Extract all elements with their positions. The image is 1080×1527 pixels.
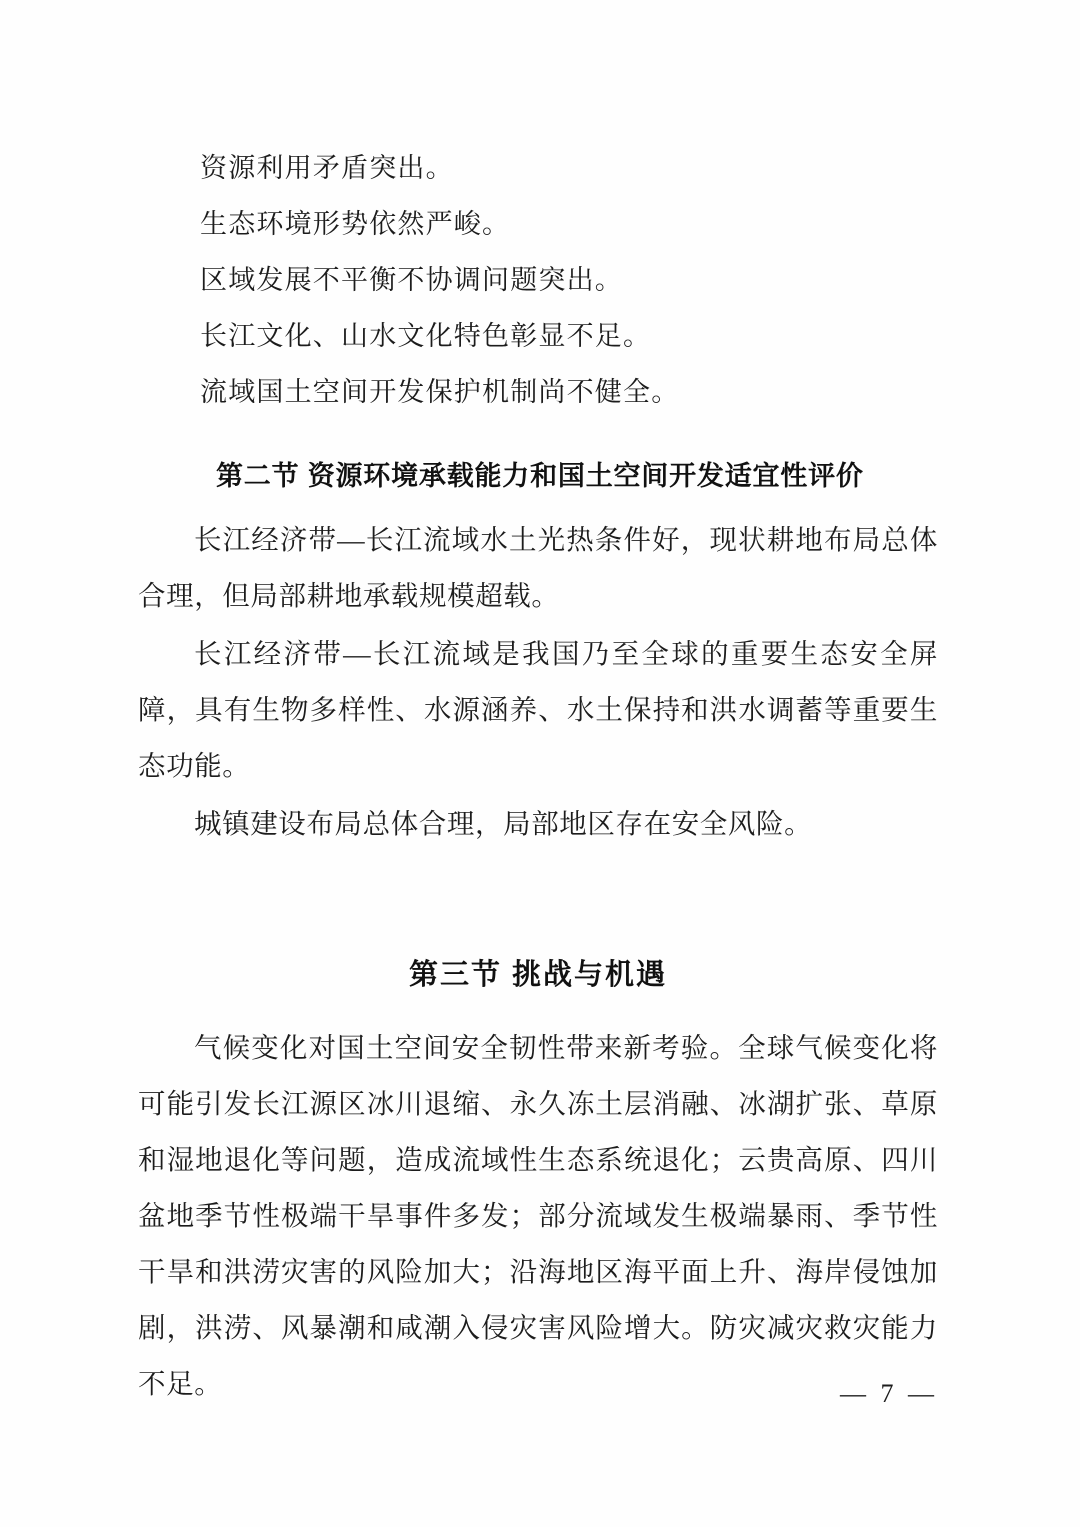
section-three-heading: 第三节 挑战与机遇 <box>408 959 668 991</box>
list-item: 生态环境形势依然严峻。 <box>200 209 511 239</box>
paragraph: 长江经济带—长江流域水土光热条件好，现状耕地布局总体合理，但局部耕地承载规模超载。 <box>138 524 938 611</box>
page-number: — 7 — <box>840 1379 938 1408</box>
spacer <box>138 854 938 900</box>
list-item: 资源利用矛盾突出。 <box>200 153 454 183</box>
paragraph: 长江经济带—长江流域是我国乃至全球的重要生态安全屏障，具有生物多样性、水源涵养、水土保持和洪水调蓄等重要生态功能。 <box>138 638 938 781</box>
paragraph: 气候变化对国土空间安全韧性带来新考验。全球气候变化将可能引发长江源区冰川退缩、永久冻土层消融、冰湖扩张、草原和湿地退化等问题，造成流域性生态系统退化；云贵高原、四川盆地季节性极端干旱事件多发；部分流域发生极端暴雨、季节性干旱和洪涝灾害的风险加大；沿海地区海平面上升、海岸侵蚀加剧，洪涝、风暴潮和咸潮入侵灾害风险增大。防灾减灾救灾能力不足。 <box>138 1032 938 1399</box>
spacer <box>138 420 938 432</box>
page-content <box>138 140 938 1414</box>
paragraph: 城镇建设布局总体合理，局部地区存在安全风险。 <box>194 808 813 839</box>
list-item: 流域国土空间开发保护机制尚不健全。 <box>200 377 680 407</box>
list-item: 长江文化、山水文化特色彰显不足。 <box>200 321 652 351</box>
section-two-heading: 第二节 资源环境承载能力和国土空间开发适宜性评价 <box>216 461 864 491</box>
list-item: 区域发展不平衡不协调问题突出。 <box>200 265 623 295</box>
